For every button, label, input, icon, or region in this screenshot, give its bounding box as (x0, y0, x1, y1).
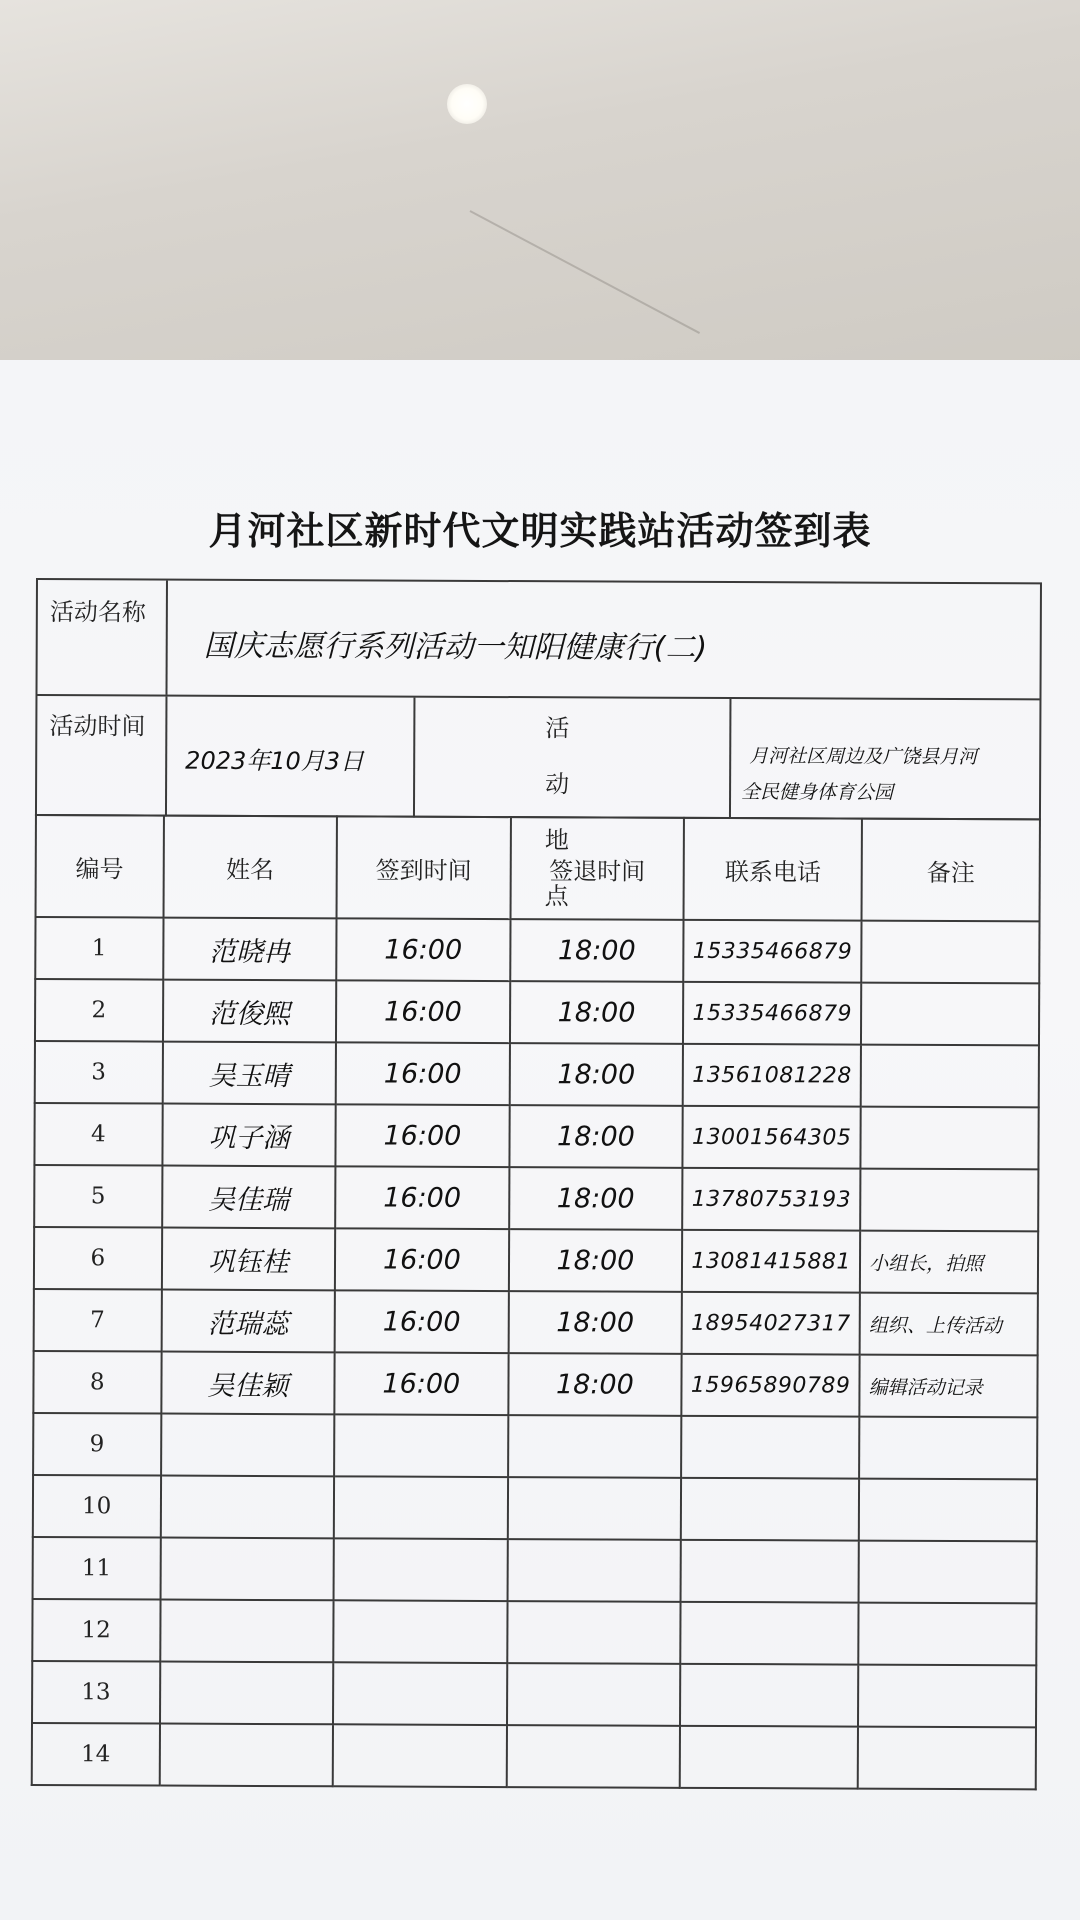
header-number: 编号 (36, 815, 164, 918)
row-name: 吴佳颖 (161, 1352, 335, 1415)
row-name: 范俊熙 (163, 980, 337, 1043)
row-check-out (506, 1725, 680, 1788)
row-phone: 15335466879 (683, 982, 861, 1045)
row-remark (861, 921, 1039, 984)
attendance-table (31, 814, 1041, 1790)
activity-place-value-line1: 月河社区周边及广饶县月河 (749, 745, 978, 769)
row-phone: 13561081228 (683, 1044, 861, 1107)
activity-time-label: 活动时间 (49, 712, 146, 741)
row-number: 3 (35, 1041, 163, 1104)
row-phone (681, 1478, 859, 1541)
row-remark (859, 1541, 1037, 1604)
table-row (33, 1475, 1037, 1541)
row-phone (680, 1726, 858, 1789)
row-check-out (507, 1663, 681, 1726)
row-remark (861, 1045, 1039, 1108)
row-check-in (334, 1414, 508, 1477)
row-remark (858, 1603, 1036, 1666)
row-phone (681, 1416, 859, 1479)
table-row (35, 917, 1039, 983)
row-check-in: 16:00 (336, 980, 510, 1043)
row-check-out: 18:00 (509, 1105, 683, 1168)
table-row (35, 1041, 1039, 1107)
row-name (160, 1600, 334, 1663)
form-title: 月河社区新时代文明实践站活动签到表 (208, 508, 872, 553)
row-number: 11 (33, 1537, 161, 1600)
header-check-out: 签退时间 (510, 817, 684, 920)
row-name (160, 1476, 334, 1539)
row-name (160, 1538, 334, 1601)
row-name (160, 1662, 334, 1725)
row-phone: 13780753193 (682, 1168, 860, 1231)
row-number: 14 (32, 1723, 160, 1786)
row-check-out: 18:00 (508, 1353, 682, 1416)
row-check-out: 18:00 (510, 919, 684, 982)
header-phone: 联系电话 (684, 818, 862, 921)
sign-in-form (31, 578, 1044, 1802)
row-check-in (333, 1600, 507, 1663)
row-check-out: 18:00 (509, 1229, 683, 1292)
row-number: 12 (32, 1599, 160, 1662)
ceiling-light (447, 84, 487, 124)
table-row (33, 1413, 1037, 1479)
row-check-in (334, 1538, 508, 1601)
table-row (35, 979, 1039, 1045)
table-row (34, 1227, 1038, 1293)
header-remarks: 备注 (862, 819, 1040, 922)
row-check-out (507, 1539, 681, 1602)
row-check-in (334, 1476, 508, 1539)
row-number: 2 (35, 979, 163, 1042)
table-row (32, 1599, 1036, 1665)
row-check-in: 16:00 (336, 1042, 510, 1105)
row-phone (680, 1664, 858, 1727)
activity-place-label: 活动地点 (544, 714, 570, 911)
row-number: 4 (34, 1103, 162, 1166)
row-remark: 小组长，拍照 (860, 1231, 1038, 1294)
row-number: 10 (33, 1475, 161, 1538)
row-number: 13 (32, 1661, 160, 1724)
row-check-in (333, 1724, 507, 1787)
row-check-out (508, 1415, 682, 1478)
table-row (32, 1661, 1036, 1727)
row-phone (681, 1540, 859, 1603)
activity-time-value: 2023年10月3日 (185, 746, 365, 776)
header-check-in: 签到时间 (337, 816, 511, 919)
row-name: 吴玉晴 (162, 1042, 336, 1105)
table-row (34, 1165, 1038, 1231)
row-check-in: 16:00 (335, 1290, 509, 1353)
row-check-in: 16:00 (336, 1104, 510, 1167)
row-name: 巩子涵 (162, 1104, 336, 1167)
row-phone (680, 1602, 858, 1665)
row-check-in: 16:00 (336, 918, 510, 981)
row-number: 1 (35, 917, 163, 980)
row-name: 吴佳瑞 (162, 1166, 336, 1229)
row-name: 巩钰桂 (161, 1228, 335, 1291)
row-number: 9 (33, 1413, 161, 1476)
row-remark (858, 1665, 1036, 1728)
row-remark: 编辑活动记录 (859, 1355, 1037, 1418)
activity-name-row (37, 580, 1039, 700)
table-row (33, 1351, 1037, 1417)
row-check-out: 18:00 (510, 981, 684, 1044)
row-check-out: 18:00 (509, 1043, 683, 1106)
row-check-in (333, 1662, 507, 1725)
row-name (159, 1724, 333, 1787)
row-number: 5 (34, 1165, 162, 1228)
activity-place-value-line2: 全民健身体育公园 (741, 781, 894, 804)
activity-name-label: 活动名称 (49, 598, 146, 627)
table-row (34, 1289, 1038, 1355)
divider (413, 698, 416, 818)
header-name: 姓名 (163, 816, 337, 919)
row-phone: 15335466879 (683, 920, 861, 983)
divider (165, 697, 168, 817)
row-name: 范晓冉 (163, 918, 337, 981)
activity-name-value: 国庆志愿行系列活动一知阳健康行(二) (203, 628, 708, 666)
row-number: 7 (34, 1289, 162, 1352)
table-row (32, 1723, 1036, 1789)
row-phone: 15965890789 (682, 1354, 860, 1417)
row-remark (859, 1479, 1037, 1542)
divider (165, 581, 167, 695)
row-name (161, 1414, 335, 1477)
row-remark (861, 1107, 1039, 1170)
row-remark (861, 983, 1039, 1046)
row-remark (858, 1727, 1036, 1790)
row-number: 6 (34, 1227, 162, 1290)
row-check-in: 16:00 (334, 1352, 508, 1415)
row-remark (860, 1169, 1038, 1232)
background-wall (0, 0, 1080, 370)
row-check-out (507, 1477, 681, 1540)
row-remark: 组织、上传活动 (860, 1293, 1038, 1356)
row-phone: 13081415881 (682, 1230, 860, 1293)
row-remark (859, 1417, 1037, 1480)
table-row (34, 1103, 1038, 1169)
table-header-row (36, 815, 1040, 921)
row-check-out: 18:00 (509, 1167, 683, 1230)
row-check-out: 18:00 (508, 1291, 682, 1354)
divider (729, 699, 732, 819)
row-name: 范瑞蕊 (161, 1290, 335, 1353)
row-number: 8 (33, 1351, 161, 1414)
table-row (33, 1537, 1037, 1603)
row-phone: 13001564305 (683, 1106, 861, 1169)
row-check-out (507, 1601, 681, 1664)
row-check-in: 16:00 (335, 1228, 509, 1291)
row-check-in: 16:00 (335, 1166, 509, 1229)
row-phone: 18954027317 (682, 1292, 860, 1355)
